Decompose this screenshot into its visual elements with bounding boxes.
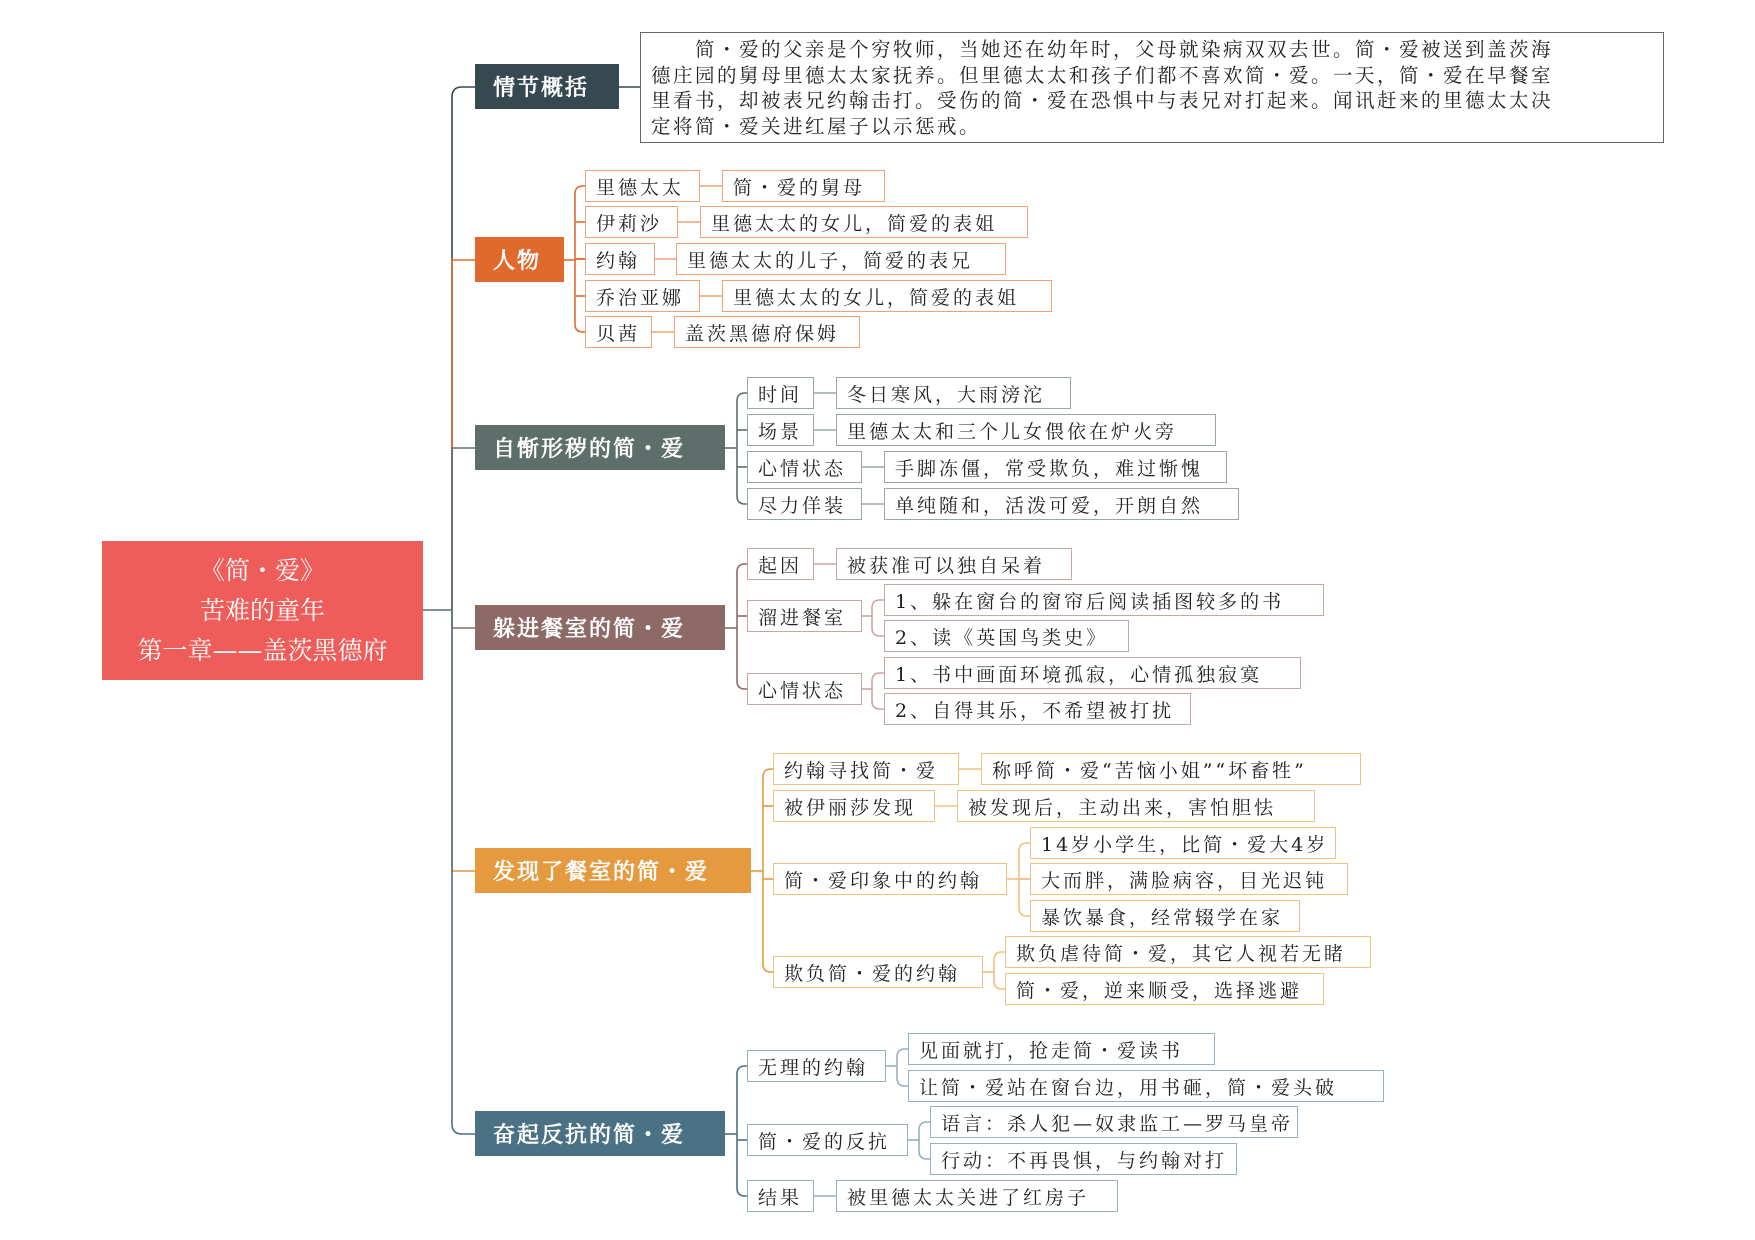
connector-line	[994, 952, 1005, 960]
root-title: 《简・爱》	[199, 555, 325, 585]
connector-line	[1019, 843, 1030, 851]
connector-line	[737, 1066, 747, 1074]
topic-item[interactable]: 尽力佯装	[747, 488, 862, 520]
topic-detail[interactable]: 语言：杀人犯—奴隶监工—罗马皇帝	[930, 1106, 1298, 1138]
summary-line-3: 里看书，却被表兄约翰击打。受伤的简・爱在恐惧中与表兄对打起来。闻讯赶来的里德太太决	[651, 89, 1554, 112]
connector-line	[872, 628, 884, 636]
plot-summary-text	[640, 32, 1664, 143]
connector-line	[872, 673, 884, 681]
character-desc[interactable]: 里德太太的女儿，简爱的表姐	[722, 280, 1052, 312]
character-desc[interactable]: 简・爱的舅母	[722, 170, 885, 202]
topic-detail[interactable]: 大而胖，满脸病容，目光迟钝	[1030, 863, 1348, 895]
connector-line	[737, 681, 747, 689]
branch-plot-summary[interactable]: 情节概括	[475, 64, 619, 109]
connector-line	[897, 1078, 908, 1086]
topic-detail[interactable]: 里德太太和三个儿女偎依在炉火旁	[836, 414, 1216, 446]
connector-line	[1019, 908, 1030, 916]
connector-line	[452, 610, 475, 628]
connector-line	[575, 186, 585, 194]
topic-item[interactable]: 被伊丽莎发现	[773, 790, 935, 822]
topic-item[interactable]: 心情状态	[747, 451, 862, 483]
topic-item[interactable]: 无理的约翰	[747, 1050, 886, 1082]
character-desc[interactable]: 里德太太的儿子，简爱的表兄	[676, 243, 1006, 275]
connector-line	[919, 1122, 930, 1130]
topic-item[interactable]: 结果	[747, 1180, 814, 1212]
connector-line	[994, 981, 1005, 989]
topic-detail[interactable]: 1、书中画面环境孤寂，心情孤独寂寞	[884, 657, 1301, 689]
topic-detail[interactable]: 行动：不再畏惧，与约翰对打	[930, 1143, 1237, 1175]
topic-item[interactable]: 溜进餐室	[747, 600, 862, 632]
summary-line-1: 简・爱的父亲是个穷牧师，当她还在幼年时，父母就染病双双去世。简・爱被送到盖茨海	[651, 38, 1554, 61]
topic-detail[interactable]: 简・爱，逆来顺受，选择逃避	[1005, 973, 1324, 1005]
character-name[interactable]: 里德太太	[585, 170, 700, 202]
character-name[interactable]: 约翰	[585, 243, 655, 275]
connector-line	[452, 610, 475, 871]
topic-detail[interactable]: 手脚冻僵，常受欺负，难过惭愧	[884, 451, 1227, 483]
connector-line	[897, 1049, 908, 1057]
branch-characters[interactable]: 人物	[475, 237, 564, 282]
topic-detail[interactable]: 14岁小学生，比简・爱大4岁	[1030, 827, 1336, 859]
character-name[interactable]: 乔治亚娜	[585, 280, 700, 312]
connector-line	[737, 496, 747, 504]
connector-line	[872, 600, 884, 608]
connector-line	[737, 1188, 747, 1196]
topic-detail[interactable]: 2、自得其乐，不希望被打扰	[884, 693, 1191, 725]
topic-item[interactable]: 欺负简・爱的约翰	[773, 956, 983, 988]
topic-detail[interactable]: 1、躲在窗台的窗帘后阅读插图较多的书	[884, 584, 1324, 616]
topic-detail[interactable]: 被发现后，主动出来，害怕胆怯	[957, 790, 1315, 822]
topic-item[interactable]: 时间	[747, 377, 814, 409]
topic-item[interactable]: 起因	[747, 548, 814, 580]
topic-detail[interactable]: 单纯随和，活泼可爱，开朗自然	[884, 488, 1239, 520]
connector-line	[737, 564, 747, 572]
topic-item[interactable]: 场景	[747, 414, 814, 446]
character-name[interactable]: 贝茜	[585, 316, 652, 348]
topic-detail[interactable]: 被获准可以独自呆着	[836, 548, 1072, 580]
connector-line	[452, 448, 475, 610]
topic-item[interactable]: 简・爱的反抗	[747, 1124, 908, 1156]
topic-detail[interactable]: 称呼简・爱“苦恼小姐”“坏畜牲”	[981, 753, 1361, 785]
topic-detail[interactable]: 暴饮暴食，经常辍学在家	[1030, 900, 1300, 932]
topic-item[interactable]: 心情状态	[747, 673, 862, 705]
connector-line	[452, 610, 475, 1134]
connector-line	[737, 393, 747, 401]
connector-line	[872, 701, 884, 709]
character-desc[interactable]: 里德太太的女儿，简爱的表姐	[700, 206, 1028, 238]
summary-line-4: 定将简・爱关进红屋子以示惩戒。	[651, 114, 982, 138]
connector-line	[452, 260, 475, 610]
character-name[interactable]: 伊莉沙	[585, 206, 678, 238]
topic-detail[interactable]: 2、读《英国鸟类史》	[884, 620, 1129, 652]
summary-line-2: 德庄园的舅母里德太太家抚养。但里德太太和孩子们都不喜欢简・爱。一天，简・爱在早餐室	[651, 63, 1554, 87]
connector-line	[763, 964, 773, 972]
topic-detail[interactable]: 被里德太太关进了红房子	[836, 1180, 1118, 1212]
connector-line	[452, 87, 475, 610]
topic-detail[interactable]: 冬日寒风，大雨滂沱	[836, 377, 1071, 409]
connector-line	[575, 324, 585, 332]
connector-line	[919, 1151, 930, 1159]
topic-item[interactable]: 约翰寻找简・爱	[773, 753, 959, 785]
root-topic[interactable]	[102, 541, 423, 680]
branch-discovered-jane[interactable]: 发现了餐室的简・爱	[475, 848, 751, 893]
topic-detail[interactable]: 欺负虐待简・爱，其它人视若无睹	[1005, 936, 1371, 968]
connector-line	[763, 769, 773, 777]
character-desc[interactable]: 盖茨黑德府保姆	[674, 316, 860, 348]
root-subtitle: 苦难的童年	[199, 595, 325, 625]
root-chapter: 第一章——盖茨黑德府	[137, 635, 388, 665]
branch-self-conscious-jane[interactable]: 自惭形秽的简・爱	[475, 425, 725, 470]
topic-item[interactable]: 简・爱印象中的约翰	[773, 863, 1007, 895]
topic-detail[interactable]: 见面就打，抢走简・爱读书	[908, 1033, 1215, 1065]
topic-detail[interactable]: 让简・爱站在窗台边，用书砸，简・爱头破	[908, 1070, 1384, 1102]
branch-resisting-jane[interactable]: 奋起反抗的简・爱	[475, 1111, 725, 1156]
branch-hiding-jane[interactable]: 躲进餐室的简・爱	[475, 605, 725, 650]
